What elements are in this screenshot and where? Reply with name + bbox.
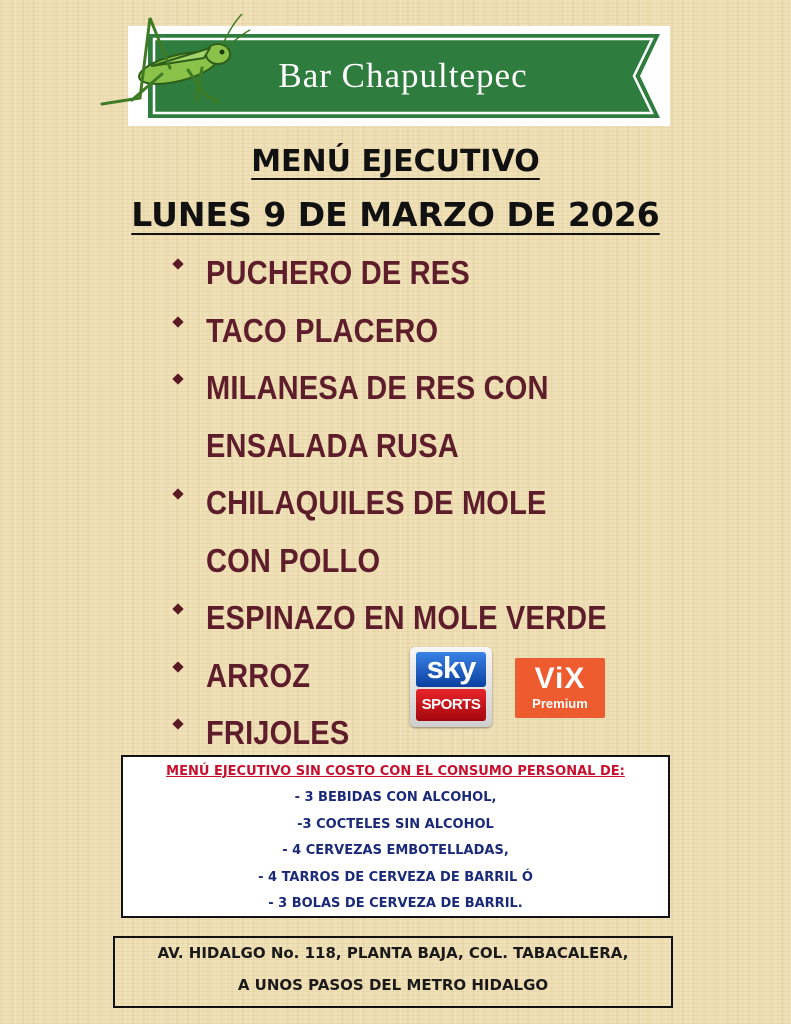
dish-line-continued: CON POLLO [206,541,381,579]
dish-line: TACO PLACERO [206,311,439,349]
grasshopper-icon [92,10,252,110]
dish-line: ESPINAZO EN MOLE VERDE [206,599,607,636]
vix-premium-logo [515,658,605,718]
sky-logo-top [416,652,486,687]
bar-name: Bar Chapultepec [278,56,528,95]
address-box [113,936,673,1008]
conditions-title: MENÚ EJECUTIVO SIN COSTO CON EL CONSUMO PERSONAL DE: [166,764,625,779]
sky-logo-word: sky [426,650,476,685]
dish-item [172,244,672,302]
dish-line-continued: ENSALADA RUSA [206,426,459,464]
sports-logo-word: SPORTS [421,696,481,713]
dish-item [172,589,672,647]
dish-line: CHILAQUILES DE MOLE [206,484,547,521]
condition-item: - 3 BEBIDAS CON ALCOHOL, [294,790,497,805]
menu-title-text: MENÚ EJECUTIVO [251,144,540,179]
address-line-2: A UNOS PASOS DEL METRO HIDALGO [237,976,549,994]
condition-item: -3 COCTELES SIN ALCOHOL [297,816,494,832]
vix-logo-word: ViX [534,662,586,695]
diamond-bullet-icon [172,373,184,385]
conditions-list [123,785,668,918]
premium-logo-word: Premium [532,696,588,711]
conditions-box [121,755,670,918]
condition-item: - 4 TARROS DE CERVEZA DE BARRIL Ó [258,869,533,885]
menu-date-text: LUNES 9 DE MARZO DE 2026 [131,195,660,234]
sky-logo-bottom [416,689,486,721]
condition-item: - 3 BOLAS DE CERVEZA DE BARRIL. [268,896,523,911]
sky-sports-logo [410,647,492,727]
condition-item: - 4 CERVEZAS EMBOTELLADAS, [282,843,509,858]
address-line-1: AV. HIDALGO No. 118, PLANTA BAJA, COL. TABACALERA, [157,944,629,962]
menu-title [0,140,791,184]
dish-item [172,474,672,589]
dish-line: PUCHERO DE RES [206,254,470,291]
diamond-bullet-icon [172,258,184,270]
diamond-bullet-icon [172,603,184,615]
dish-item [172,302,672,360]
dish-line: ARROZ [206,656,311,694]
diamond-bullet-icon [172,316,184,328]
dish-item [172,359,672,474]
diamond-bullet-icon [172,661,184,673]
dish-line: MILANESA DE RES CON [206,369,549,406]
diamond-bullet-icon [172,488,184,500]
dish-line: FRIJOLES [206,714,350,751]
diamond-bullet-icon [172,718,184,730]
menu-date [0,192,791,238]
